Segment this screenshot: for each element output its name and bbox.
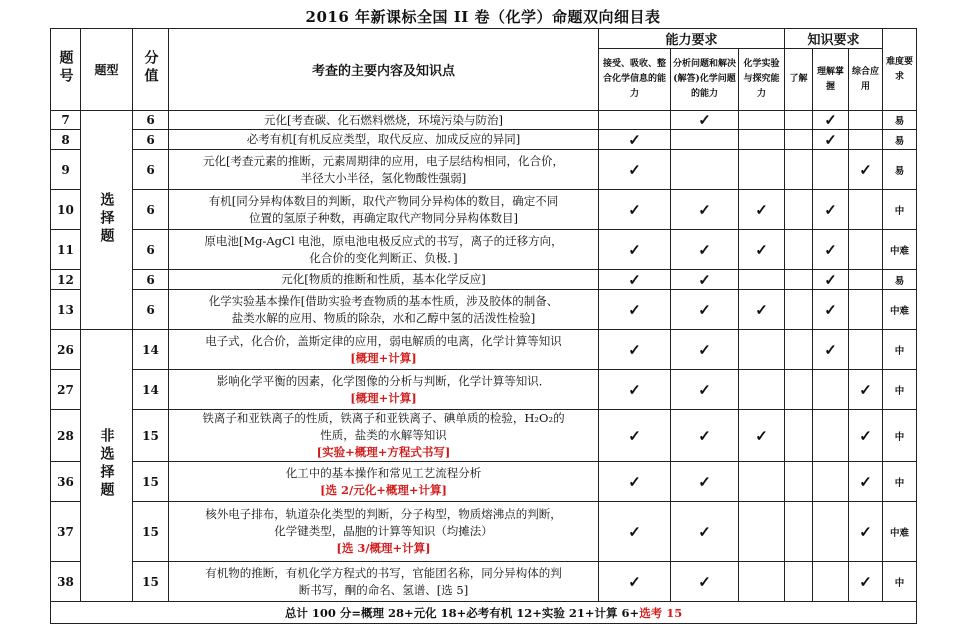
check-icon: ✓ bbox=[859, 380, 872, 399]
score-value: 6 bbox=[133, 130, 169, 150]
check-cell bbox=[599, 330, 671, 370]
content-line: 盐类水解的应用、物质的除杂，水和乙醇中氢的活泼性检验] bbox=[231, 310, 536, 325]
check-icon: ✓ bbox=[859, 160, 872, 179]
table-row bbox=[51, 230, 917, 270]
check-icon: ✓ bbox=[824, 130, 837, 149]
check-cell bbox=[813, 150, 849, 190]
content-line: 位置的氢原子种数，再确定取代产物同分异构体数目] bbox=[249, 210, 518, 225]
check-cell bbox=[599, 462, 671, 502]
total-row bbox=[51, 602, 917, 624]
check-cell bbox=[599, 502, 671, 562]
check-icon: ✓ bbox=[698, 472, 711, 491]
content-line: 元化[考查碳、化石燃料燃烧，环境污染与防治] bbox=[264, 112, 503, 127]
difficulty-cell: 中 bbox=[883, 370, 917, 410]
check-cell bbox=[739, 270, 785, 290]
content-cell bbox=[169, 462, 599, 502]
check-cell bbox=[785, 290, 813, 330]
difficulty-cell: 易 bbox=[883, 270, 917, 290]
table-row bbox=[51, 150, 917, 190]
check-icon: ✓ bbox=[628, 426, 641, 445]
check-cell bbox=[849, 502, 883, 562]
score-value: 15 bbox=[133, 562, 169, 602]
check-cell bbox=[785, 270, 813, 290]
content-line: 化工中的基本操作和常见工艺流程分析 bbox=[285, 465, 482, 480]
question-number: 28 bbox=[51, 410, 81, 462]
check-icon: ✓ bbox=[698, 340, 711, 359]
score-value: 15 bbox=[133, 462, 169, 502]
check-icon: ✓ bbox=[698, 240, 711, 259]
check-cell bbox=[739, 330, 785, 370]
question-number: 9 bbox=[51, 150, 81, 190]
difficulty-cell: 中 bbox=[883, 562, 917, 602]
check-cell bbox=[599, 130, 671, 150]
question-number: 11 bbox=[51, 230, 81, 270]
check-cell bbox=[785, 462, 813, 502]
difficulty-cell: 易 bbox=[883, 150, 917, 190]
difficulty-cell: 中 bbox=[883, 410, 917, 462]
score-value: 14 bbox=[133, 330, 169, 370]
check-icon: ✓ bbox=[628, 380, 641, 399]
check-icon: ✓ bbox=[824, 111, 837, 129]
check-icon: ✓ bbox=[628, 522, 641, 541]
content-tag: [概理+计算] bbox=[350, 350, 417, 365]
check-cell bbox=[849, 562, 883, 602]
check-cell bbox=[785, 562, 813, 602]
content-line: 有机[同分异构体数目的判断，取代产物同分异构体的数目，确定不同 bbox=[208, 193, 559, 208]
check-icon: ✓ bbox=[824, 300, 837, 319]
check-cell bbox=[785, 330, 813, 370]
total-text: 总计 100 分=概理 28+元化 18+必考有机 12+实验 21+计算 6+ bbox=[284, 605, 640, 620]
header-content: 考查的主要内容及知识点 bbox=[169, 29, 599, 111]
score-value: 6 bbox=[133, 111, 169, 130]
check-cell bbox=[813, 462, 849, 502]
difficulty-cell: 中难 bbox=[883, 230, 917, 270]
check-cell bbox=[785, 111, 813, 130]
check-cell bbox=[599, 370, 671, 410]
score-value: 6 bbox=[133, 270, 169, 290]
content-cell bbox=[169, 150, 599, 190]
content-line: 影响化学平衡的因素，化学图像的分析与判断，化学计算等知识． bbox=[216, 373, 551, 388]
header-knowledge: 知识要求 bbox=[785, 29, 883, 49]
content-cell bbox=[169, 290, 599, 330]
page-title: 2016 年新课标全国 II 卷（化学）命题双向细目表 bbox=[305, 8, 661, 26]
check-cell bbox=[813, 562, 849, 602]
difficulty-cell: 中 bbox=[883, 190, 917, 230]
question-number: 26 bbox=[51, 330, 81, 370]
check-icon: ✓ bbox=[698, 572, 711, 591]
check-icon: ✓ bbox=[628, 300, 641, 319]
check-cell bbox=[849, 150, 883, 190]
check-cell bbox=[849, 130, 883, 150]
check-cell bbox=[671, 502, 739, 562]
table-row bbox=[51, 190, 917, 230]
check-cell bbox=[785, 190, 813, 230]
check-cell bbox=[671, 230, 739, 270]
check-cell bbox=[849, 111, 883, 130]
check-icon: ✓ bbox=[698, 426, 711, 445]
check-cell bbox=[849, 190, 883, 230]
check-cell bbox=[599, 150, 671, 190]
table-row bbox=[51, 370, 917, 410]
table-row bbox=[51, 410, 917, 462]
table-row bbox=[51, 270, 917, 290]
difficulty-cell: 中难 bbox=[883, 502, 917, 562]
content-line: 性质，盐类的水解等知识 bbox=[320, 428, 447, 442]
question-number: 13 bbox=[51, 290, 81, 330]
check-cell bbox=[813, 290, 849, 330]
check-cell bbox=[785, 230, 813, 270]
check-cell bbox=[599, 111, 671, 130]
content-line: 有机物的推断，有机化学方程式的书写，官能团名称，同分异构体的判 bbox=[205, 565, 562, 580]
check-cell bbox=[671, 370, 739, 410]
difficulty-cell: 中 bbox=[883, 462, 917, 502]
check-cell bbox=[785, 502, 813, 562]
check-cell bbox=[813, 330, 849, 370]
check-cell bbox=[849, 462, 883, 502]
check-icon: ✓ bbox=[628, 270, 641, 289]
content-cell bbox=[169, 410, 599, 462]
table-row bbox=[51, 111, 917, 130]
check-cell bbox=[671, 270, 739, 290]
header-score: 分值 bbox=[133, 29, 169, 111]
table-row bbox=[51, 462, 917, 502]
content-tag: [选 2/元化+概理+计算] bbox=[320, 482, 447, 497]
check-cell bbox=[599, 562, 671, 602]
header-ability-1: 接受、吸收、整合化学信息的能力 bbox=[599, 49, 671, 111]
check-icon: ✓ bbox=[698, 270, 711, 289]
score-value: 15 bbox=[133, 502, 169, 562]
check-cell bbox=[739, 410, 785, 462]
check-cell bbox=[671, 130, 739, 150]
check-icon: ✓ bbox=[859, 426, 872, 445]
check-cell bbox=[739, 190, 785, 230]
check-icon: ✓ bbox=[824, 270, 837, 289]
question-number: 7 bbox=[51, 111, 81, 130]
check-cell bbox=[739, 111, 785, 130]
score-value: 15 bbox=[133, 410, 169, 462]
check-cell bbox=[599, 230, 671, 270]
check-cell bbox=[849, 270, 883, 290]
check-icon: ✓ bbox=[628, 472, 641, 491]
spec-table bbox=[50, 28, 917, 624]
content-cell bbox=[169, 502, 599, 562]
content-line: 必考有机[有机反应类型，取代反应、加成反应的异同] bbox=[246, 132, 521, 146]
section-label: 非选择题 bbox=[98, 428, 115, 500]
check-cell bbox=[813, 370, 849, 410]
check-icon: ✓ bbox=[859, 522, 872, 541]
content-line: 元化[物质的推断和性质，基本化学反应] bbox=[281, 272, 486, 286]
difficulty-cell: 中 bbox=[883, 330, 917, 370]
content-line: 铁离子和亚铁离子的性质，铁离子和亚铁离子、碘单质的检验，H₂O₂的 bbox=[202, 411, 565, 425]
check-cell bbox=[599, 270, 671, 290]
check-cell bbox=[671, 562, 739, 602]
check-icon: ✓ bbox=[628, 240, 641, 259]
check-cell bbox=[849, 330, 883, 370]
check-cell bbox=[849, 410, 883, 462]
check-cell bbox=[599, 410, 671, 462]
check-cell bbox=[813, 190, 849, 230]
difficulty-cell: 中难 bbox=[883, 290, 917, 330]
check-icon: ✓ bbox=[755, 426, 768, 445]
check-cell bbox=[785, 130, 813, 150]
check-icon: ✓ bbox=[698, 200, 711, 219]
check-icon: ✓ bbox=[755, 240, 768, 259]
content-cell bbox=[169, 330, 599, 370]
score-value: 6 bbox=[133, 190, 169, 230]
header-difficulty: 难度要求 bbox=[883, 29, 917, 111]
table-row bbox=[51, 502, 917, 562]
check-icon: ✓ bbox=[698, 111, 711, 129]
check-cell bbox=[785, 370, 813, 410]
section-choice bbox=[81, 111, 133, 330]
check-cell bbox=[849, 370, 883, 410]
content-cell bbox=[169, 190, 599, 230]
check-icon: ✓ bbox=[628, 340, 641, 359]
content-cell bbox=[169, 111, 599, 130]
content-cell bbox=[169, 230, 599, 270]
check-cell bbox=[599, 190, 671, 230]
check-cell bbox=[813, 111, 849, 130]
content-cell bbox=[169, 130, 599, 150]
check-cell bbox=[813, 410, 849, 462]
check-icon: ✓ bbox=[698, 522, 711, 541]
table-row bbox=[51, 330, 917, 370]
table-row bbox=[51, 130, 917, 150]
question-number: 12 bbox=[51, 270, 81, 290]
section-label: 选择题 bbox=[98, 191, 115, 246]
content-cell bbox=[169, 562, 599, 602]
check-cell bbox=[849, 290, 883, 330]
check-cell bbox=[739, 370, 785, 410]
table-row bbox=[51, 290, 917, 330]
header-ability: 能力要求 bbox=[599, 29, 785, 49]
content-line: 化合价的变化判断正、负极．] bbox=[309, 250, 458, 265]
check-icon: ✓ bbox=[824, 200, 837, 219]
question-number: 36 bbox=[51, 462, 81, 502]
question-number: 38 bbox=[51, 562, 81, 602]
check-cell bbox=[813, 270, 849, 290]
score-value: 6 bbox=[133, 230, 169, 270]
content-tag: [选 3/概理+计算] bbox=[336, 541, 431, 555]
content-line: 元化[考查元素的推断，元素周期律的应用，电子层结构相同，化合价， bbox=[203, 153, 564, 168]
check-icon: ✓ bbox=[824, 240, 837, 259]
header-knowledge-1: 了解 bbox=[785, 49, 813, 111]
check-cell bbox=[739, 150, 785, 190]
check-cell bbox=[671, 330, 739, 370]
check-icon: ✓ bbox=[628, 572, 641, 591]
score-value: 6 bbox=[133, 290, 169, 330]
section-nonchoice bbox=[81, 330, 133, 602]
check-icon: ✓ bbox=[698, 300, 711, 319]
header-ability-2: 分析问题和解决(解答)化学问题的能力 bbox=[671, 49, 739, 111]
header-ability-3: 化学实验与探究能力 bbox=[739, 49, 785, 111]
content-line: 化学键类型，晶胞的计算等知识（均摊法） bbox=[274, 524, 493, 538]
header-qno: 题号 bbox=[51, 29, 81, 111]
table-row bbox=[51, 562, 917, 602]
check-cell bbox=[599, 290, 671, 330]
check-cell bbox=[739, 502, 785, 562]
check-icon: ✓ bbox=[755, 200, 768, 219]
difficulty-cell: 易 bbox=[883, 111, 917, 130]
question-number: 8 bbox=[51, 130, 81, 150]
difficulty-cell: 易 bbox=[883, 130, 917, 150]
header-knowledge-2: 理解掌握 bbox=[813, 49, 849, 111]
check-icon: ✓ bbox=[859, 472, 872, 491]
check-cell bbox=[671, 190, 739, 230]
check-cell bbox=[671, 462, 739, 502]
check-icon: ✓ bbox=[755, 300, 768, 319]
check-cell bbox=[739, 130, 785, 150]
check-icon: ✓ bbox=[628, 130, 641, 149]
content-cell bbox=[169, 270, 599, 290]
check-cell bbox=[671, 150, 739, 190]
content-line: 化学实验基本操作[借助实验考查物质的基本性质，涉及胶体的制备、 bbox=[208, 293, 559, 308]
check-cell bbox=[785, 150, 813, 190]
content-line: 原电池[Mg-AgCl 电池，原电池电极反应式的书写，离子的迁移方向， bbox=[204, 233, 563, 248]
check-cell bbox=[671, 111, 739, 130]
check-cell bbox=[739, 290, 785, 330]
content-cell bbox=[169, 370, 599, 410]
content-tag: [实验+概理+方程式书写] bbox=[316, 445, 451, 459]
check-cell bbox=[813, 130, 849, 150]
check-cell bbox=[849, 230, 883, 270]
header-knowledge-3: 综合应用 bbox=[849, 49, 883, 111]
question-number: 10 bbox=[51, 190, 81, 230]
score-value: 6 bbox=[133, 150, 169, 190]
check-icon: ✓ bbox=[859, 572, 872, 591]
score-value: 14 bbox=[133, 370, 169, 410]
question-number: 37 bbox=[51, 502, 81, 562]
check-cell bbox=[813, 230, 849, 270]
header-type: 题型 bbox=[81, 29, 133, 111]
content-line: 断书写，酮的命名、氢谱、[选 5] bbox=[298, 582, 469, 597]
content-line: 电子式，化合价，盖斯定律的应用，弱电解质的电离，化学计算等知识 bbox=[205, 333, 562, 348]
check-icon: ✓ bbox=[628, 200, 641, 219]
check-cell bbox=[739, 230, 785, 270]
check-cell bbox=[671, 290, 739, 330]
total-elective: 选考 15 bbox=[639, 605, 683, 620]
content-line: 核外电子排布，轨道杂化类型的判断，分子构型，物质熔沸点的判断， bbox=[205, 507, 562, 521]
content-line: 半径大小半径，氢化物酸性强弱] bbox=[300, 170, 467, 185]
check-cell bbox=[739, 562, 785, 602]
check-cell bbox=[671, 410, 739, 462]
check-icon: ✓ bbox=[628, 160, 641, 179]
content-tag: [概理+计算] bbox=[350, 390, 417, 405]
check-cell bbox=[813, 502, 849, 562]
check-icon: ✓ bbox=[824, 340, 837, 359]
question-number: 27 bbox=[51, 370, 81, 410]
check-cell bbox=[739, 462, 785, 502]
check-icon: ✓ bbox=[698, 380, 711, 399]
check-cell bbox=[785, 410, 813, 462]
